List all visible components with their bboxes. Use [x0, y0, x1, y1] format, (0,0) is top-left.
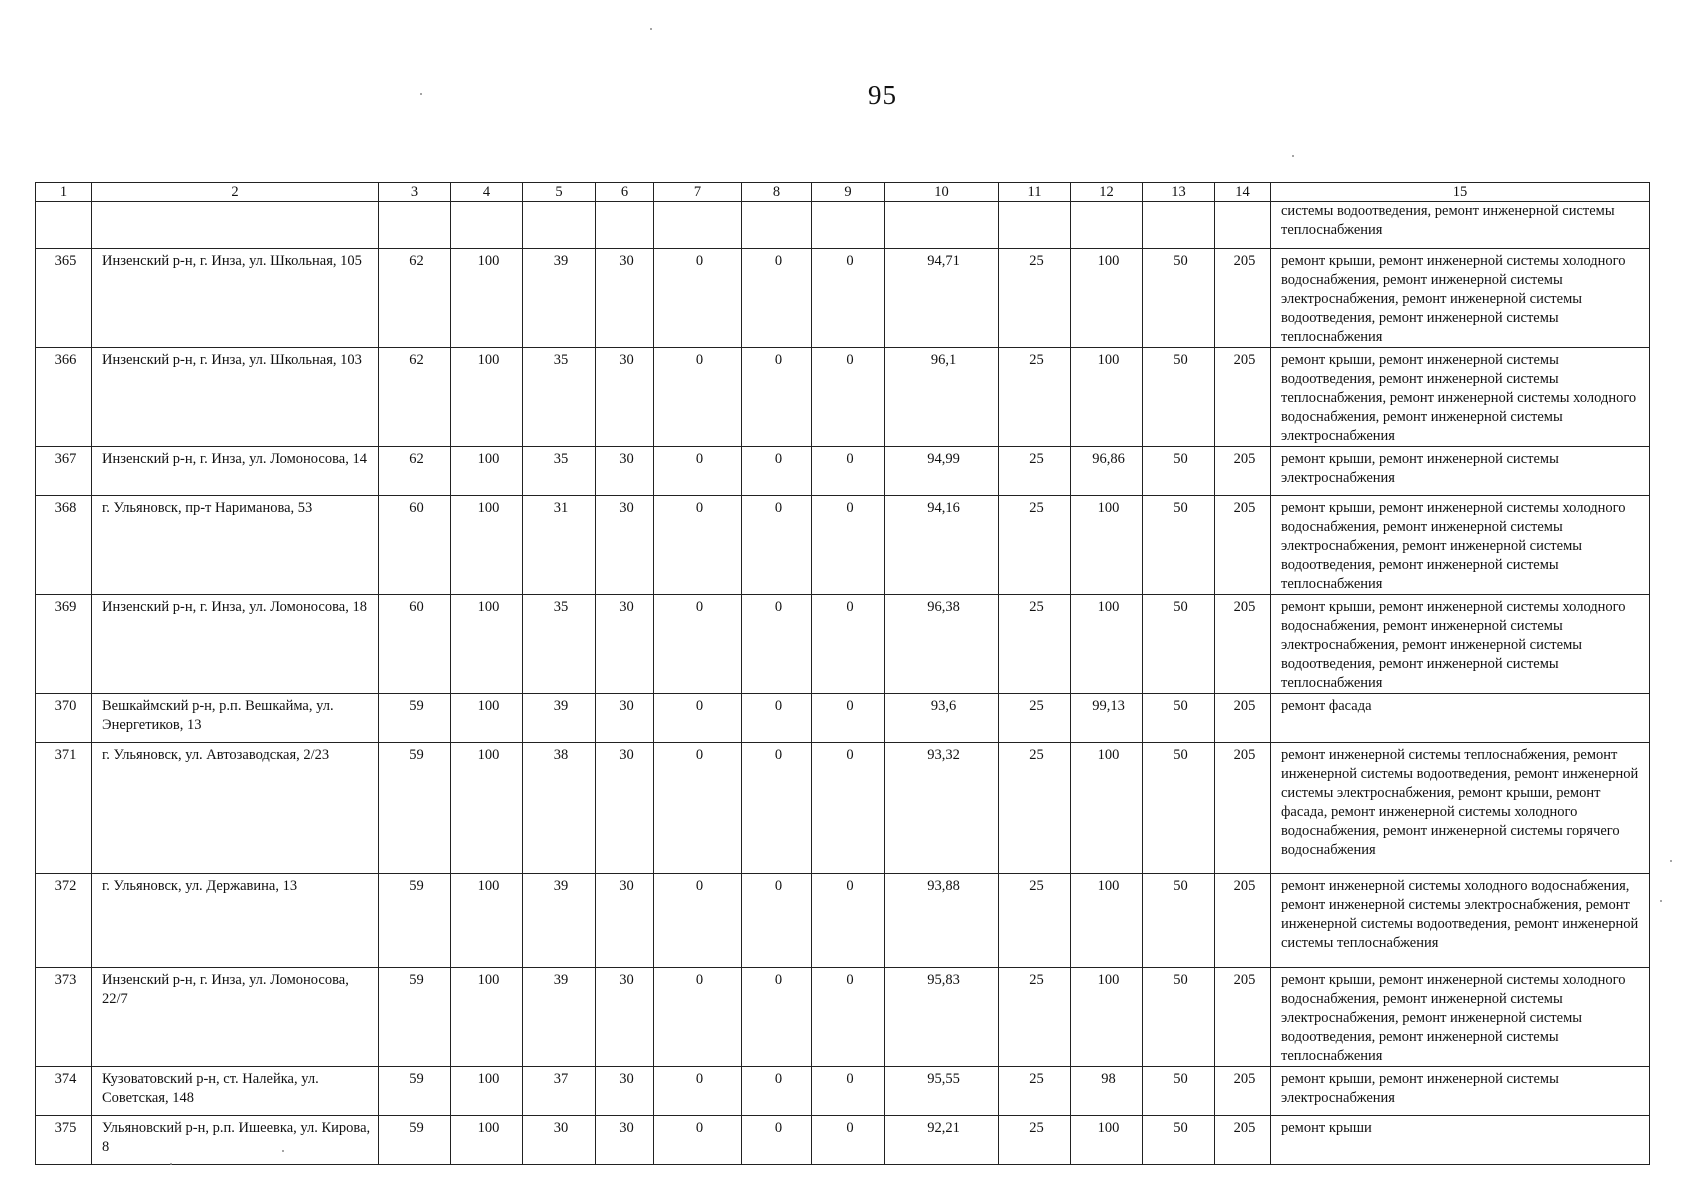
col3-cell: 59: [379, 968, 451, 1067]
col13-cell: 50: [1143, 348, 1215, 447]
empty-cell: [885, 202, 999, 249]
col10-cell: 96,1: [885, 348, 999, 447]
col4-cell: 100: [451, 743, 523, 874]
col9-cell: 0: [812, 1067, 885, 1116]
col5-cell: 39: [523, 968, 596, 1067]
empty-cell: [812, 202, 885, 249]
col7-cell: 0: [654, 1116, 742, 1165]
col7-cell: 0: [654, 874, 742, 968]
table-row: [36, 595, 1650, 694]
col10-cell: 94,99: [885, 447, 999, 496]
address-cell: Вешкаймский р-н, р.п. Вешкайма, ул. Энергетиков, 13: [92, 694, 379, 743]
works-cell: ремонт инженерной системы холодного водоснабжения, ремонт инженерной системы электроснабжения, ремонт инженерной системы водоотведения, ремонт инженерной системы теплоснабжения: [1271, 874, 1650, 968]
col10-cell: 93,32: [885, 743, 999, 874]
empty-cell: [1215, 202, 1271, 249]
col7-cell: 0: [654, 447, 742, 496]
col4-cell: 100: [451, 249, 523, 348]
col9-cell: 0: [812, 694, 885, 743]
col8-cell: 0: [742, 1116, 812, 1165]
col5-cell: 39: [523, 874, 596, 968]
col9-cell: 0: [812, 496, 885, 595]
col5-cell: 39: [523, 694, 596, 743]
address-cell: Инзенский р-н, г. Инза, ул. Ломоносова, 14: [92, 447, 379, 496]
col5-cell: 38: [523, 743, 596, 874]
works-cell: ремонт инженерной системы теплоснабжения, ремонт инженерной системы водоотведения, ремонт инженерной системы электроснабжения, ремонт крыши, ремонт фасада, ремонт инженерной системы холодного водоснабжения, ремонт инженерной системы горячего водоснабжения: [1271, 743, 1650, 874]
col12-cell: 100: [1071, 496, 1143, 595]
col10-cell: 93,6: [885, 694, 999, 743]
col13-cell: 50: [1143, 968, 1215, 1067]
table-row: [36, 496, 1650, 595]
col6-cell: 30: [596, 874, 654, 968]
row-number-cell: 370: [36, 694, 92, 743]
header-cell: 10: [885, 183, 999, 202]
empty-cell: [523, 202, 596, 249]
col7-cell: 0: [654, 249, 742, 348]
header-cell: 4: [451, 183, 523, 202]
col7-cell: 0: [654, 743, 742, 874]
col11-cell: 25: [999, 1067, 1071, 1116]
col3-cell: 62: [379, 348, 451, 447]
address-cell: г. Ульяновск, ул. Автозаводская, 2/23: [92, 743, 379, 874]
works-cell: ремонт крыши, ремонт инженерной системы электроснабжения: [1271, 1067, 1650, 1116]
col11-cell: 25: [999, 496, 1071, 595]
col6-cell: 30: [596, 1116, 654, 1165]
col7-cell: 0: [654, 348, 742, 447]
col6-cell: 30: [596, 694, 654, 743]
col9-cell: 0: [812, 595, 885, 694]
col12-cell: 100: [1071, 968, 1143, 1067]
col9-cell: 0: [812, 249, 885, 348]
col5-cell: 35: [523, 595, 596, 694]
row-number-cell: 369: [36, 595, 92, 694]
header-cell: 1: [36, 183, 92, 202]
col3-cell: 59: [379, 694, 451, 743]
col14-cell: 205: [1215, 743, 1271, 874]
col5-cell: 39: [523, 249, 596, 348]
col13-cell: 50: [1143, 496, 1215, 595]
col8-cell: 0: [742, 249, 812, 348]
address-cell: Кузоватовский р-н, ст. Налейка, ул. Советская, 148: [92, 1067, 379, 1116]
scan-speck: [420, 93, 422, 95]
col9-cell: 0: [812, 447, 885, 496]
col12-cell: 98: [1071, 1067, 1143, 1116]
header-cell: 5: [523, 183, 596, 202]
col3-cell: 62: [379, 447, 451, 496]
address-cell: Ульяновский р-н, р.п. Ишеевка, ул. Кирова, 8: [92, 1116, 379, 1165]
col4-cell: 100: [451, 595, 523, 694]
table-row: [36, 874, 1650, 968]
empty-cell: [596, 202, 654, 249]
col13-cell: 50: [1143, 249, 1215, 348]
address-cell: Инзенский р-н, г. Инза, ул. Школьная, 105: [92, 249, 379, 348]
works-cell: ремонт крыши, ремонт инженерной системы холодного водоснабжения, ремонт инженерной системы электроснабжения, ремонт инженерной системы водоотведения, ремонт инженерной системы теплоснабжения: [1271, 249, 1650, 348]
col5-cell: 35: [523, 348, 596, 447]
col3-cell: 62: [379, 249, 451, 348]
table-row: [36, 743, 1650, 874]
address-cell: Инзенский р-н, г. Инза, ул. Ломоносова, 18: [92, 595, 379, 694]
table-row: [36, 348, 1650, 447]
empty-cell: [742, 202, 812, 249]
table-row: [36, 1067, 1650, 1116]
col14-cell: 205: [1215, 1067, 1271, 1116]
col11-cell: 25: [999, 595, 1071, 694]
col14-cell: 205: [1215, 447, 1271, 496]
col14-cell: 205: [1215, 348, 1271, 447]
col9-cell: 0: [812, 743, 885, 874]
row-number-cell: 371: [36, 743, 92, 874]
address-cell: Инзенский р-н, г. Инза, ул. Ломоносова, 22/7: [92, 968, 379, 1067]
col12-cell: 100: [1071, 743, 1143, 874]
col8-cell: 0: [742, 447, 812, 496]
col6-cell: 30: [596, 595, 654, 694]
col12-cell: 99,13: [1071, 694, 1143, 743]
col3-cell: 60: [379, 496, 451, 595]
col10-cell: 93,88: [885, 874, 999, 968]
col13-cell: 50: [1143, 1116, 1215, 1165]
col8-cell: 0: [742, 348, 812, 447]
col11-cell: 25: [999, 1116, 1071, 1165]
col14-cell: 205: [1215, 968, 1271, 1067]
col14-cell: 205: [1215, 595, 1271, 694]
col14-cell: 205: [1215, 496, 1271, 595]
col11-cell: 25: [999, 694, 1071, 743]
col13-cell: 50: [1143, 743, 1215, 874]
header-cell: 3: [379, 183, 451, 202]
col10-cell: 95,55: [885, 1067, 999, 1116]
col8-cell: 0: [742, 496, 812, 595]
col14-cell: 205: [1215, 249, 1271, 348]
col7-cell: 0: [654, 694, 742, 743]
header-cell: 13: [1143, 183, 1215, 202]
empty-cell: [451, 202, 523, 249]
col3-cell: 59: [379, 1116, 451, 1165]
col10-cell: 95,83: [885, 968, 999, 1067]
empty-cell: [654, 202, 742, 249]
row-number-cell: 374: [36, 1067, 92, 1116]
col4-cell: 100: [451, 496, 523, 595]
works-cell: ремонт крыши, ремонт инженерной системы водоотведения, ремонт инженерной системы теплоснабжения, ремонт инженерной системы холодного водоснабжения, ремонт инженерной системы электроснабжения: [1271, 348, 1650, 447]
col6-cell: 30: [596, 1067, 654, 1116]
scan-speck: [1660, 900, 1662, 902]
col6-cell: 30: [596, 743, 654, 874]
col7-cell: 0: [654, 496, 742, 595]
col12-cell: 100: [1071, 595, 1143, 694]
col13-cell: 50: [1143, 694, 1215, 743]
row-number-cell: 366: [36, 348, 92, 447]
continuation-row: [36, 202, 1650, 249]
works-cell: ремонт крыши, ремонт инженерной системы холодного водоснабжения, ремонт инженерной системы электроснабжения, ремонт инженерной системы водоотведения, ремонт инженерной системы теплоснабжения: [1271, 595, 1650, 694]
address-cell: Инзенский р-н, г. Инза, ул. Школьная, 103: [92, 348, 379, 447]
col3-cell: 60: [379, 595, 451, 694]
col5-cell: 31: [523, 496, 596, 595]
row-number-cell: 367: [36, 447, 92, 496]
row-number-cell: 372: [36, 874, 92, 968]
col6-cell: 30: [596, 968, 654, 1067]
scan-speck: [1292, 155, 1294, 157]
address-cell: г. Ульяновск, ул. Державина, 13: [92, 874, 379, 968]
col13-cell: 50: [1143, 874, 1215, 968]
col11-cell: 25: [999, 874, 1071, 968]
row-number-cell: 365: [36, 249, 92, 348]
scan-speck: [1670, 860, 1672, 862]
col8-cell: 0: [742, 743, 812, 874]
header-cell: 11: [999, 183, 1071, 202]
col8-cell: 0: [742, 1067, 812, 1116]
col4-cell: 100: [451, 447, 523, 496]
col6-cell: 30: [596, 496, 654, 595]
col9-cell: 0: [812, 348, 885, 447]
table-row: [36, 694, 1650, 743]
works-cell: системы водоотведения, ремонт инженерной системы теплоснабжения: [1271, 202, 1650, 249]
empty-cell: [379, 202, 451, 249]
col7-cell: 0: [654, 968, 742, 1067]
works-cell: ремонт крыши, ремонт инженерной системы холодного водоснабжения, ремонт инженерной системы электроснабжения, ремонт инженерной системы водоотведения, ремонт инженерной системы теплоснабжения: [1271, 496, 1650, 595]
col8-cell: 0: [742, 968, 812, 1067]
col8-cell: 0: [742, 595, 812, 694]
scan-speck: [282, 1150, 284, 1152]
data-table: [35, 182, 1650, 1165]
header-cell: 6: [596, 183, 654, 202]
works-cell: ремонт крыши: [1271, 1116, 1650, 1165]
table-row: [36, 1116, 1650, 1165]
col7-cell: 0: [654, 595, 742, 694]
col6-cell: 30: [596, 447, 654, 496]
col14-cell: 205: [1215, 1116, 1271, 1165]
col11-cell: 25: [999, 249, 1071, 348]
header-cell: 2: [92, 183, 379, 202]
header-cell: 15: [1271, 183, 1650, 202]
row-number-cell: 368: [36, 496, 92, 595]
col8-cell: 0: [742, 694, 812, 743]
col5-cell: 30: [523, 1116, 596, 1165]
scan-speck: [170, 1163, 172, 1165]
table-row: [36, 447, 1650, 496]
col7-cell: 0: [654, 1067, 742, 1116]
col4-cell: 100: [451, 694, 523, 743]
col12-cell: 96,86: [1071, 447, 1143, 496]
col4-cell: 100: [451, 968, 523, 1067]
header-row: [36, 183, 1650, 202]
page-number: 95: [868, 80, 897, 110]
col6-cell: 30: [596, 348, 654, 447]
col4-cell: 100: [451, 348, 523, 447]
col8-cell: 0: [742, 874, 812, 968]
col9-cell: 0: [812, 874, 885, 968]
row-number-cell: 373: [36, 968, 92, 1067]
col5-cell: 35: [523, 447, 596, 496]
col10-cell: 94,71: [885, 249, 999, 348]
col12-cell: 100: [1071, 348, 1143, 447]
empty-cell: [1143, 202, 1215, 249]
header-cell: 8: [742, 183, 812, 202]
row-number-cell: 375: [36, 1116, 92, 1165]
col11-cell: 25: [999, 968, 1071, 1067]
works-cell: ремонт крыши, ремонт инженерной системы электроснабжения: [1271, 447, 1650, 496]
header-cell: 7: [654, 183, 742, 202]
col3-cell: 59: [379, 874, 451, 968]
col6-cell: 30: [596, 249, 654, 348]
header-cell: 12: [1071, 183, 1143, 202]
col4-cell: 100: [451, 874, 523, 968]
table-row: [36, 968, 1650, 1067]
col10-cell: 94,16: [885, 496, 999, 595]
col4-cell: 100: [451, 1116, 523, 1165]
col14-cell: 205: [1215, 694, 1271, 743]
header-cell: 9: [812, 183, 885, 202]
col11-cell: 25: [999, 447, 1071, 496]
col3-cell: 59: [379, 1067, 451, 1116]
col10-cell: 96,38: [885, 595, 999, 694]
table-row: [36, 249, 1650, 348]
works-cell: ремонт фасада: [1271, 694, 1650, 743]
col13-cell: 50: [1143, 595, 1215, 694]
empty-cell: [36, 202, 92, 249]
col12-cell: 100: [1071, 1116, 1143, 1165]
col13-cell: 50: [1143, 447, 1215, 496]
col12-cell: 100: [1071, 249, 1143, 348]
col14-cell: 205: [1215, 874, 1271, 968]
empty-cell: [92, 202, 379, 249]
works-cell: ремонт крыши, ремонт инженерной системы холодного водоснабжения, ремонт инженерной системы электроснабжения, ремонт инженерной системы водоотведения, ремонт инженерной системы теплоснабжения: [1271, 968, 1650, 1067]
empty-cell: [999, 202, 1071, 249]
header-cell: 14: [1215, 183, 1271, 202]
col13-cell: 50: [1143, 1067, 1215, 1116]
col11-cell: 25: [999, 743, 1071, 874]
col3-cell: 59: [379, 743, 451, 874]
col10-cell: 92,21: [885, 1116, 999, 1165]
col12-cell: 100: [1071, 874, 1143, 968]
col9-cell: 0: [812, 1116, 885, 1165]
col9-cell: 0: [812, 968, 885, 1067]
address-cell: г. Ульяновск, пр-т Нариманова, 53: [92, 496, 379, 595]
col4-cell: 100: [451, 1067, 523, 1116]
col11-cell: 25: [999, 348, 1071, 447]
col5-cell: 37: [523, 1067, 596, 1116]
empty-cell: [1071, 202, 1143, 249]
scan-speck: [650, 28, 652, 30]
